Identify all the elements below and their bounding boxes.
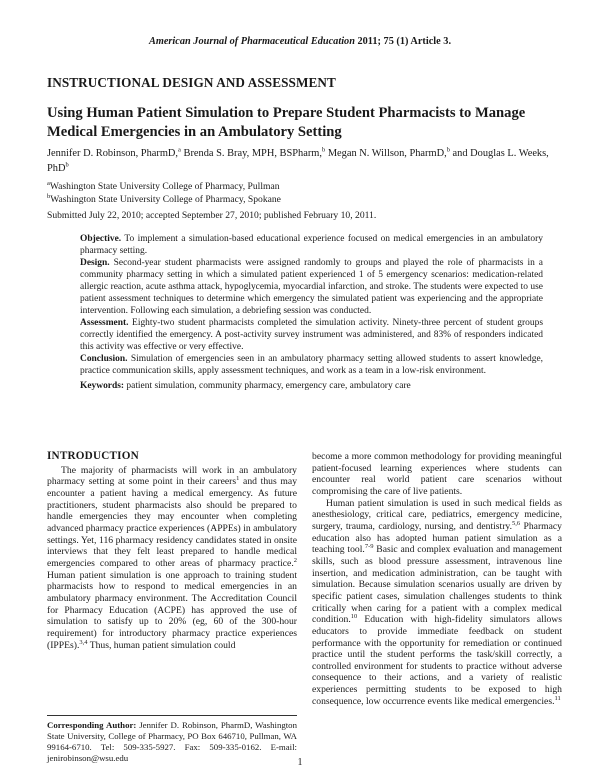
right-paragraph-1: become a more common methodology for providing meaningful patient-focused learning experiences where students can encounter real world patient care scenarios without compromising the care of live patients. — [312, 451, 562, 497]
article-title: Using Human Patient Simulation to Prepare Student Pharmacists to Manage Medical Emergencies in an Ambulatory Setting — [47, 105, 526, 140]
objective-label: Objective. — [80, 234, 122, 244]
author-1: Jennifer D. Robinson, PharmD, — [47, 148, 179, 159]
intro-text-2: and thus may encounter a patient having a medical emergency. As future practitioners, student pharmacists also should be prepared to handle emergencies they may encounter when completing advanced pharmacy practice experiences (APPEs) in ambulatory settings. Yet, 116 pharmacy residency candidates stated in onsite interviews that they felt least prepared to handle medical emergencies compared to other areas of pharmacy practice. — [47, 476, 298, 569]
citation-sup: 2 — [293, 556, 297, 564]
submission-dates: Submitted July 22, 2010; accepted September 27, 2010; published February 10, 2011. — [47, 210, 377, 221]
assessment-text: Eighty-two student pharmacists completed the simulation activity. Ninety-three percent of student groups correctly identified the emergency. A post-activity survey instrument was administered, and 83% of responders indicated this activity was effective or very effective. — [80, 318, 543, 352]
left-column — [47, 451, 297, 651]
author-4-aff: b — [65, 161, 69, 169]
page-number: 1 — [297, 757, 303, 768]
journal-header — [0, 36, 600, 47]
author-2: Brenda S. Bray, MPH, BSPharm, — [180, 148, 322, 159]
journal-citation: 2011; 75 (1) Article 3. — [354, 36, 452, 47]
intro-paragraph — [47, 465, 297, 652]
right-column — [312, 451, 562, 707]
right-text-1: Human patient simulation is used in such medical fields as anesthesiology, critical care, pediatrics, emergency medicine, surgery, trauma, cardiology, nursing, and dentistry. — [312, 497, 562, 532]
objective-text: To implement a simulation-based educational experience focused on medical emergencies in an ambulatory pharmacy setting. — [80, 234, 543, 256]
affiliation-b — [47, 194, 281, 206]
affiliation-b-text: Washington State University College of Pharmacy, Spokane — [50, 194, 281, 205]
affiliation-b-sup: b — [47, 192, 51, 200]
conclusion-text: Simulation of emergencies seen in an ambulatory pharmacy setting allowed students to assert knowledge, practice communication skills, apply assessment techniques, and work as a team in a low-risk environment. — [80, 354, 543, 376]
keywords-text: patient simulation, community pharmacy, emergency care, ambulatory care — [124, 381, 411, 391]
abstract-design — [80, 257, 543, 317]
citation-sup: 3,4 — [79, 638, 88, 646]
abstract-assessment — [80, 317, 543, 353]
citation-sup: 7-9 — [364, 543, 374, 551]
affiliation-a-sup: a — [47, 179, 50, 187]
author-3-aff: b — [446, 146, 450, 154]
author-1-aff: a — [178, 146, 181, 154]
citation-sup: 5,6 — [512, 519, 521, 527]
author-4: and Douglas L. Weeks, PhD — [47, 148, 549, 174]
footnote-divider — [47, 715, 297, 716]
affiliation-a — [47, 181, 280, 193]
intro-text-4: Thus, human patient simulation could — [87, 639, 236, 651]
design-label: Design. — [80, 258, 110, 268]
conclusion-label: Conclusion. — [80, 354, 128, 364]
abstract-objective — [80, 233, 543, 257]
introduction-heading: INTRODUCTION — [47, 450, 139, 462]
journal-name: American Journal of Pharmaceutical Education — [148, 36, 355, 47]
right-text-4: Education with high-fidelity simulators allows educators to provide immediate feedback on student performance with the opportunity for remediation or continued practice until the student performs the task/skill correctly, a controlled environment for students to practice without adverse consequence to their actions, and a variety of realistic experiences permitting students to be exposed to high consequence, low occurrence events like medical emergencies. — [312, 614, 562, 707]
author-3: Megan N. Willson, PharmD, — [325, 148, 447, 159]
abstract-conclusion — [80, 353, 543, 377]
abstract-keywords — [80, 380, 543, 392]
corresponding-label: Corresponding Author: — [47, 720, 137, 730]
author-2-aff: b — [321, 146, 326, 154]
right-text-3: Basic and complex evaluation and management skills, such as blood pressure assessment, intravenous line insertion, and medication administration, can be taught with simulation. Because simulation scenarios usually are driven by specific patient cases, simulation challenges students to think critically when caring for a patient with a complex medical condition. — [312, 544, 562, 626]
right-paragraph-2 — [312, 498, 562, 708]
assessment-label: Assessment. — [80, 318, 129, 328]
citation-sup: 1 — [236, 475, 240, 483]
section-heading: INSTRUCTIONAL DESIGN AND ASSESSMENT — [47, 75, 336, 90]
abstract — [80, 233, 543, 392]
keywords-label: Keywords: — [80, 381, 125, 391]
corresponding-text: Jennifer D. Robinson, PharmD, Washington State University, College of Pharmacy, PO Box 646710, Pullman, WA 99164-6710. Tel: 509-335-5927. Fax: 509-335-0162. E-mail: jenirobinson@wsu.edu — [47, 720, 297, 763]
intro-text-3: Human patient simulation is one approach to training student pharmacists how to respond to medical emergencies in an ambulatory pharmacy environment. The Accreditation Council for Pharmacy Education (ACPE) has approved the use of simulation to satisfy up to 20% (eg, 60 of the 300-hour requirement) for introductory pharmacy practice experiences (IPPEs). — [47, 569, 297, 651]
intro-text-1: The majority of pharmacists will work in an ambulatory pharmacy setting at some point in their careers — [47, 464, 297, 488]
affiliation-a-text: Washington State University College of Pharmacy, Pullman — [49, 181, 280, 192]
right-text-2: Pharmacy education also has adopted human patient simulation as a teaching tool. — [312, 520, 562, 556]
citation-sup: 10 — [350, 612, 358, 620]
citation-sup: 11 — [554, 694, 561, 702]
author-list — [47, 147, 567, 176]
design-text: Second-year student pharmacists were assigned randomly to groups and played the role of pharmacists in a community pharmacy setting in which a simulated patient experienced 1 of 5 emergency scenarios: medication-related allergic reaction, acute asthma attack, hypoglycemia, myocardial infarction, and stroke. The students were expected to use patient assessment techniques to determine which emergency the simulated patient was experiencing and the appropriate intervention. Following each simulation, a debriefing session was conducted. — [80, 258, 543, 316]
